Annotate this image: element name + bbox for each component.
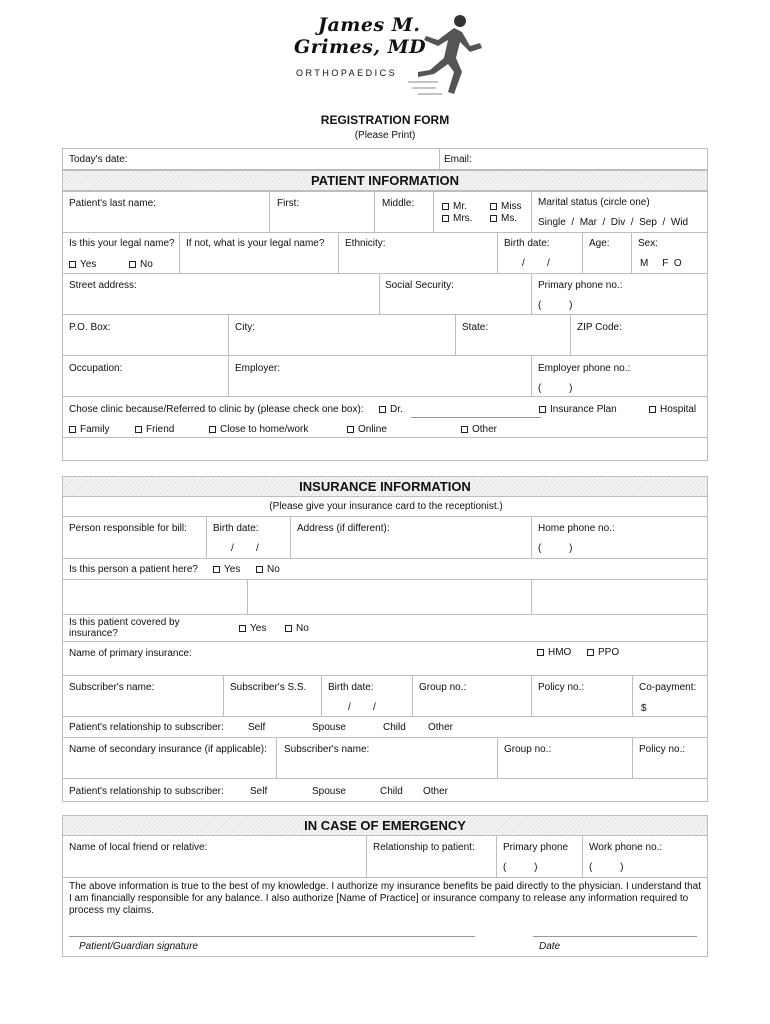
- consent-text: The above information is true to the best of my knowledge. I authorize my insurance benefits be paid directly to the physician. I understand that I am financially responsible for any balance. I also authorize [Name of Practice] or insurance company to release any information required to process my claims.: [69, 881, 702, 916]
- rel2-other[interactable]: Other: [423, 786, 449, 797]
- patient-info-header: PATIENT INFORMATION: [62, 170, 708, 191]
- policy-no-field[interactable]: [531, 675, 633, 717]
- group-no-2-label: Group no.:: [504, 744, 552, 755]
- checkbox-icon: [461, 426, 468, 433]
- referral-other[interactable]: Other: [461, 424, 497, 436]
- sex-options: M F O: [640, 258, 682, 269]
- date-label: Date: [539, 941, 561, 952]
- resp-birth-date-label: Birth date:: [213, 523, 259, 534]
- employer-label: Employer:: [235, 363, 281, 374]
- relationship-label-1: Patient's relationship to subscriber:: [69, 722, 224, 733]
- hmo-option[interactable]: HMO: [537, 647, 571, 659]
- occupation-field[interactable]: [62, 355, 229, 397]
- is-patient-no[interactable]: No: [256, 564, 280, 576]
- rel2-self[interactable]: Self: [250, 786, 268, 797]
- first-name-label: First:: [277, 198, 300, 209]
- todays-date-field[interactable]: [62, 148, 440, 170]
- title-miss[interactable]: Miss: [490, 201, 522, 213]
- todays-date-label: Today's date:: [69, 154, 128, 165]
- last-name-label: Patient's last name:: [69, 198, 156, 209]
- referral-family[interactable]: Family: [69, 424, 109, 436]
- subscriber-name-2-label: Subscriber's name:: [284, 744, 370, 755]
- first-name-field[interactable]: [269, 191, 375, 233]
- referral-dr[interactable]: Dr.: [379, 404, 403, 416]
- title-mrs[interactable]: Mrs.: [442, 213, 472, 225]
- employer-phone-parens: ( ): [538, 383, 573, 394]
- checkbox-icon: [537, 649, 544, 656]
- covered-yes[interactable]: Yes: [239, 623, 266, 635]
- title-mr[interactable]: Mr.: [442, 201, 467, 213]
- legal-name-label: Is this your legal name?: [69, 238, 175, 249]
- emergency-header: IN CASE OF EMERGENCY: [62, 815, 708, 836]
- chose-clinic-label: Chose clinic because/Referred to clinic by (please check one box):: [69, 404, 364, 415]
- runner-icon: [408, 12, 488, 104]
- checkbox-icon: [213, 566, 220, 573]
- responsible-field[interactable]: [62, 516, 207, 559]
- rel1-child[interactable]: Child: [383, 722, 406, 733]
- zip-label: ZIP Code:: [577, 322, 622, 333]
- covered-no[interactable]: No: [285, 623, 309, 635]
- rel1-other[interactable]: Other: [428, 722, 454, 733]
- employer-phone-label: Employer phone no.:: [538, 363, 631, 374]
- date-line[interactable]: [533, 936, 697, 937]
- covered-row: [62, 614, 708, 642]
- referral-section: [62, 396, 708, 438]
- insurance-note: (Please give your insurance card to the receptionist.): [269, 501, 503, 512]
- dr-name-line[interactable]: [411, 417, 541, 418]
- local-friend-label: Name of local friend or relative:: [69, 842, 208, 853]
- referral-other-field[interactable]: [62, 437, 708, 461]
- title-options: [433, 191, 532, 233]
- policy-no-label: Policy no.:: [538, 682, 585, 693]
- checkbox-icon: [129, 261, 136, 268]
- checkbox-icon: [347, 426, 354, 433]
- marital-label: Marital status (circle one): [538, 197, 650, 208]
- primary-phone-parens: ( ): [538, 300, 573, 311]
- copayment-label: Co-payment:: [639, 682, 697, 693]
- legal-no[interactable]: No: [129, 259, 153, 271]
- emergency-primary-phone-field[interactable]: [496, 835, 583, 878]
- checkbox-icon: [256, 566, 263, 573]
- emergency-work-phone-field[interactable]: [582, 835, 708, 878]
- legal-name-question: [62, 232, 180, 274]
- last-name-field[interactable]: [62, 191, 270, 233]
- street-address-field[interactable]: [62, 273, 380, 315]
- policy-no-2-label: Policy no.:: [639, 744, 686, 755]
- subscriber-name-label: Subscriber's name:: [69, 682, 155, 693]
- email-label: Email:: [444, 154, 472, 165]
- insurance-info-header: INSURANCE INFORMATION: [62, 476, 708, 497]
- patient-detail-field-2[interactable]: [247, 579, 532, 615]
- resp-address-field[interactable]: [290, 516, 532, 559]
- city-label: City:: [235, 322, 255, 333]
- legal-name-field[interactable]: [179, 232, 339, 274]
- city-field[interactable]: [228, 314, 456, 356]
- checkbox-icon: [442, 215, 449, 222]
- emergency-relationship-field[interactable]: [366, 835, 497, 878]
- employer-field[interactable]: [228, 355, 532, 397]
- marital-status-field[interactable]: [531, 191, 708, 233]
- group-no-label: Group no.:: [419, 682, 467, 693]
- checkbox-icon: [209, 426, 216, 433]
- responsible-label: Person responsible for bill:: [69, 523, 187, 534]
- home-phone-field[interactable]: [531, 516, 708, 559]
- checkbox-icon: [69, 261, 76, 268]
- referral-hospital[interactable]: Hospital: [649, 404, 696, 416]
- relationship-row-2: [62, 778, 708, 802]
- secondary-insurance-field[interactable]: [62, 737, 277, 779]
- group-no-field[interactable]: [412, 675, 532, 717]
- checkbox-icon: [490, 203, 497, 210]
- rel2-child[interactable]: Child: [380, 786, 403, 797]
- ethnicity-field[interactable]: [338, 232, 498, 274]
- rel2-spouse[interactable]: Spouse: [312, 786, 346, 797]
- emergency-work-parens: ( ): [589, 862, 624, 873]
- state-field[interactable]: [455, 314, 571, 356]
- resp-birth-slashes: / /: [231, 543, 259, 554]
- age-label: Age:: [589, 238, 610, 249]
- email-field[interactable]: [439, 148, 708, 170]
- checkbox-icon: [490, 215, 497, 222]
- referral-insurance-plan[interactable]: Insurance Plan: [539, 404, 617, 416]
- secondary-insurance-label: Name of secondary insurance (if applicable):: [69, 744, 267, 755]
- covered-label: Is this patient covered by insurance?: [69, 617, 180, 639]
- signature-label: Patient/Guardian signature: [79, 941, 198, 952]
- referral-close-home[interactable]: Close to home/work: [209, 424, 308, 436]
- subscriber-ss-field[interactable]: [223, 675, 322, 717]
- home-phone-parens: ( ): [538, 543, 573, 554]
- patient-detail-field-3[interactable]: [531, 579, 708, 615]
- sex-field[interactable]: [631, 232, 708, 274]
- signature-line[interactable]: [69, 936, 475, 937]
- ssn-field[interactable]: [379, 273, 532, 315]
- primary-insurance-label: Name of primary insurance:: [69, 648, 192, 659]
- logo-line1: James M.: [318, 14, 421, 36]
- po-box-label: P.O. Box:: [69, 322, 111, 333]
- checkbox-icon: [239, 625, 246, 632]
- legal-yes[interactable]: Yes: [69, 259, 96, 271]
- checkbox-icon: [285, 625, 292, 632]
- title-ms[interactable]: Ms.: [490, 213, 517, 225]
- occupation-label: Occupation:: [69, 363, 123, 374]
- emergency-primary-parens: ( ): [503, 862, 538, 873]
- insurance-note-row: [62, 496, 708, 517]
- primary-phone-label: Primary phone no.:: [538, 280, 623, 291]
- subscriber-birth-slashes: / /: [348, 702, 376, 713]
- checkbox-icon: [649, 406, 656, 413]
- middle-name-field[interactable]: [374, 191, 434, 233]
- practice-logo: [290, 12, 490, 104]
- emergency-work-phone-label: Work phone no.:: [589, 842, 663, 853]
- subscriber-name-2-field[interactable]: [276, 737, 498, 779]
- subscriber-birth-field[interactable]: [321, 675, 413, 717]
- state-label: State:: [462, 322, 489, 333]
- po-box-field[interactable]: [62, 314, 229, 356]
- rel1-self[interactable]: Self: [248, 722, 266, 733]
- is-patient-yes[interactable]: Yes: [213, 564, 240, 576]
- home-phone-label: Home phone no.:: [538, 523, 615, 534]
- consent-block: [62, 877, 708, 957]
- subscriber-birth-label: Birth date:: [328, 682, 374, 693]
- resp-birth-date-field[interactable]: [206, 516, 291, 559]
- local-friend-field[interactable]: [62, 835, 367, 878]
- employer-phone-field[interactable]: [531, 355, 708, 397]
- birth-date-field[interactable]: [497, 232, 583, 274]
- is-patient-label: Is this person a patient here?: [69, 564, 198, 575]
- logo-line2: Grimes, MD: [294, 36, 427, 58]
- referral-online[interactable]: Online: [347, 424, 387, 436]
- policy-no-2-field[interactable]: [632, 737, 708, 779]
- age-field[interactable]: [582, 232, 632, 274]
- group-no-2-field[interactable]: [497, 737, 633, 779]
- relationship-label-2: Patient's relationship to subscriber:: [69, 786, 224, 797]
- ethnicity-label: Ethnicity:: [345, 238, 386, 249]
- subscriber-ss-label: Subscriber's S.S.: [230, 682, 307, 693]
- checkbox-icon: [69, 426, 76, 433]
- checkbox-icon: [442, 203, 449, 210]
- birth-date-label: Birth date:: [504, 238, 550, 249]
- patient-detail-field-1[interactable]: [62, 579, 248, 615]
- emergency-primary-phone-label: Primary phone: [503, 842, 569, 853]
- ppo-option[interactable]: PPO: [587, 647, 619, 659]
- primary-phone-field[interactable]: [531, 273, 708, 315]
- legal-name-alt-label: If not, what is your legal name?: [186, 238, 325, 249]
- referral-friend[interactable]: Friend: [135, 424, 174, 436]
- marital-options: Single / Mar / Div / Sep / Wid: [538, 217, 689, 228]
- checkbox-icon: [539, 406, 546, 413]
- copayment-field[interactable]: [632, 675, 708, 717]
- logo-line3: ORTHOPAEDICS: [296, 68, 398, 78]
- form-title: REGISTRATION FORM: [320, 113, 450, 127]
- checkbox-icon: [587, 649, 594, 656]
- copayment-dollar: $: [641, 703, 647, 714]
- checkbox-icon: [379, 406, 386, 413]
- rel1-spouse[interactable]: Spouse: [312, 722, 346, 733]
- form-subtitle: (Please Print): [354, 130, 416, 141]
- primary-insurance-row[interactable]: [62, 641, 708, 676]
- ssn-label: Social Security:: [385, 280, 454, 291]
- subscriber-name-field[interactable]: [62, 675, 224, 717]
- street-label: Street address:: [69, 280, 137, 291]
- relationship-row-1: [62, 716, 708, 738]
- resp-address-label: Address (if different):: [297, 523, 390, 534]
- zip-field[interactable]: [570, 314, 708, 356]
- sex-label: Sex:: [638, 238, 659, 249]
- checkbox-icon: [135, 426, 142, 433]
- emergency-relationship-label: Relationship to patient:: [373, 842, 475, 853]
- middle-name-label: Middle:: [382, 198, 415, 209]
- is-patient-row: [62, 558, 708, 580]
- birth-date-slashes: / /: [522, 258, 550, 269]
